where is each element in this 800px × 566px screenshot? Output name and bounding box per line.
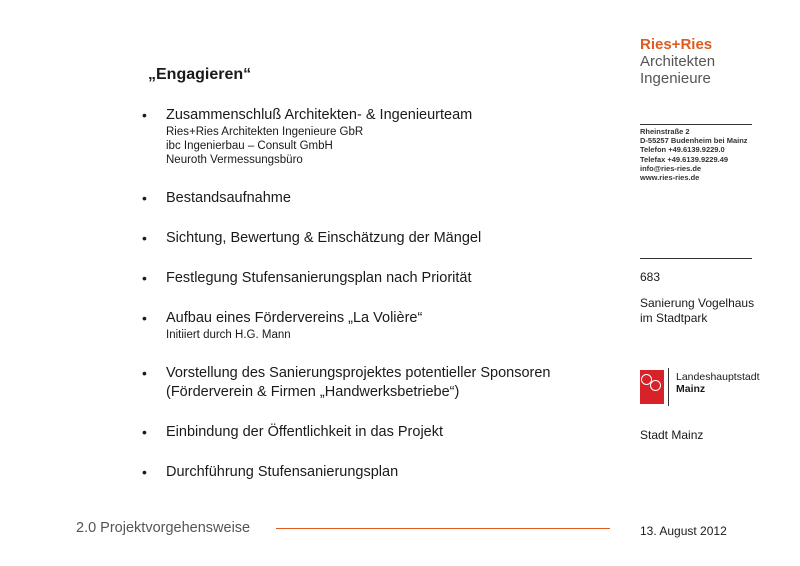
slide-heading: „Engagieren“	[148, 66, 252, 83]
bullet-text: Bestandsaufnahme	[166, 190, 291, 206]
city-logo-line: Mainz	[676, 383, 706, 395]
divider	[640, 124, 752, 125]
bullet-subline: Ries+Ries Architekten Ingenieure GbR	[166, 126, 364, 138]
bullet-text: Zusammenschluß Architekten- & Ingenieurteam	[166, 107, 473, 123]
list-item	[140, 229, 610, 248]
company-address	[640, 127, 748, 182]
bullet-icon: •	[142, 464, 147, 480]
bullet-icon: •	[142, 190, 147, 206]
address-line: www.ries-ries.de	[640, 173, 700, 183]
bullet-text: Durchführung Stufensanierungsplan	[166, 464, 399, 480]
bullet-text: Aufbau eines Fördervereins „La Volière“	[166, 310, 423, 326]
list-item	[140, 106, 610, 167]
bullet-icon: •	[142, 270, 147, 286]
city-logo-line: Landeshauptstadt	[676, 371, 760, 383]
list-item	[140, 309, 610, 342]
address-line: Rheinstraße 2	[640, 127, 690, 136]
logo-separator	[668, 368, 669, 406]
bullet-icon: •	[142, 230, 147, 246]
list-item	[140, 423, 610, 442]
brand-subtitle: Ingenieure	[640, 70, 711, 87]
project-title: Sanierung Vogelhaus	[640, 296, 755, 310]
bullet-text: Festlegung Stufensanierungsplan nach Priorität	[166, 270, 472, 286]
list-item	[140, 364, 610, 402]
list-item	[140, 269, 610, 288]
brand-subtitle: Architekten	[640, 53, 716, 70]
bullet-subline: Neuroth Vermessungsbüro	[166, 154, 303, 166]
divider	[640, 258, 752, 259]
bullet-icon: •	[142, 310, 147, 326]
bullet-subline: ibc Ingenierbau – Consult GmbH	[166, 140, 333, 152]
city-logo-text	[676, 371, 760, 395]
address-line: Telefax +49.6139.9229.49	[640, 154, 729, 164]
brand-name: Ries+Ries	[640, 36, 713, 53]
list-item	[140, 189, 610, 208]
footer-divider	[276, 528, 610, 529]
footer-section-title: 2.0 Projektvorgehensweise	[76, 520, 251, 536]
bullet-subline: Initiiert durch H.G. Mann	[166, 329, 291, 341]
address-line: info@ries-ries.de	[640, 163, 702, 173]
project-number: 683	[640, 270, 661, 284]
bullet-list	[140, 106, 610, 482]
bullet-icon: •	[142, 107, 147, 123]
project-title: im Stadtpark	[640, 311, 708, 325]
address-line: D-55257 Budenheim bei Mainz	[640, 136, 748, 146]
bullet-icon: •	[142, 365, 147, 381]
client-name: Stadt Mainz	[640, 428, 704, 442]
bullet-text: Einbindung der Öffentlichkeit in das Projekt	[166, 424, 444, 440]
wheel-icon	[650, 380, 661, 391]
list-item	[140, 463, 610, 482]
address-line: Telefon +49.6139.9229.0	[640, 145, 725, 155]
bullet-icon: •	[142, 424, 147, 440]
bullet-text: Vorstellung des Sanierungsprojektes potentieller Sponsoren (Förderverein & Firmen „Handwerksbetriebe“)	[166, 365, 551, 400]
mainz-coat-of-arms-icon	[640, 370, 664, 404]
bullet-text: Sichtung, Bewertung & Einschätzung der Mängel	[166, 230, 482, 246]
footer-date: 13. August 2012	[640, 524, 727, 538]
